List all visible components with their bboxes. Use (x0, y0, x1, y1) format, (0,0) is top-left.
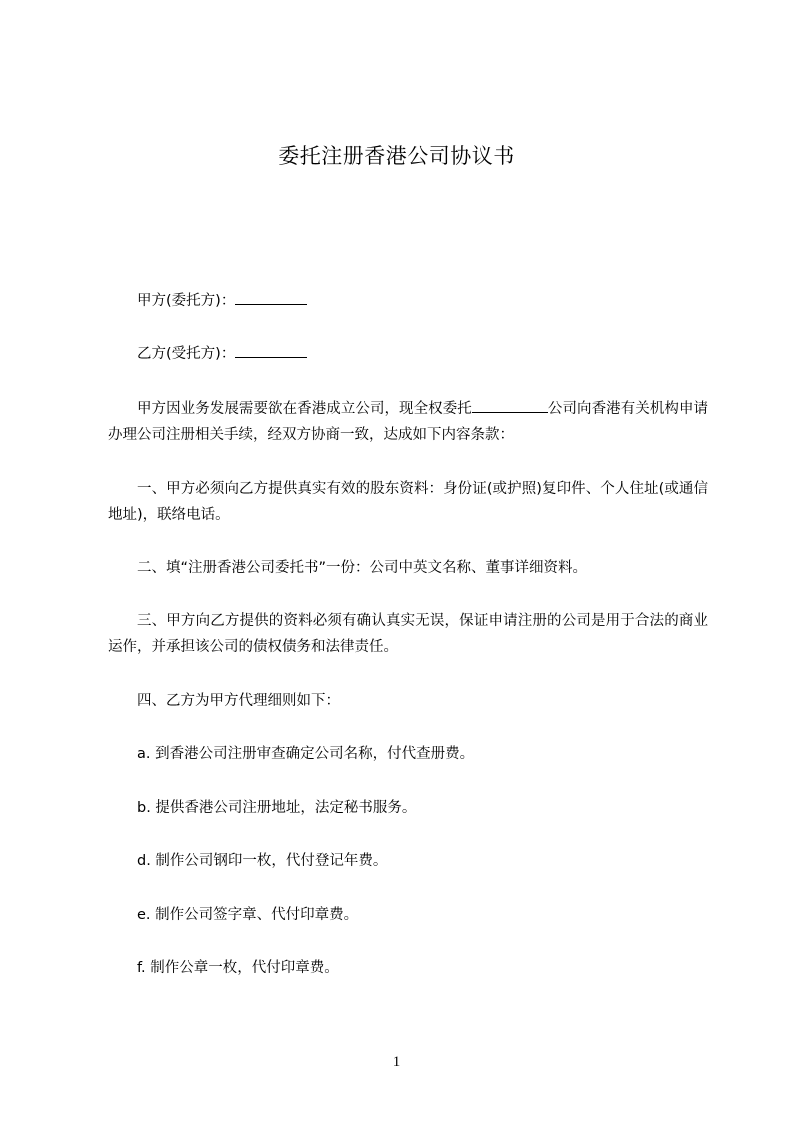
party-a-blank (235, 290, 307, 305)
intro-text-part1: 甲方因业务发展需要欲在香港成立公司，现全权委托 (137, 401, 472, 417)
intro-paragraph (108, 396, 708, 448)
party-b-blank (235, 343, 307, 358)
clause-4: 四、乙方为甲方代理细则如下： (137, 693, 340, 709)
party-a-label: 甲方(委托方)： (137, 293, 236, 309)
document-title: 委托注册香港公司协议书 (278, 144, 515, 168)
clause-2: 二、填“注册香港公司委托书”一份：公司中英文名称、董事详细资料。 (137, 560, 588, 576)
intro-text-part2: 公司向香港有关机构申请办理公司注册相关手续，经双方协商一致，达成如下内容条款： (108, 401, 709, 443)
party-a-line (108, 288, 737, 314)
item-f: f. 制作公章一枚，代付印章费。 (137, 960, 339, 976)
page-number: 1 (392, 1054, 401, 1070)
party-b-line (108, 341, 737, 367)
item-a: a. 到香港公司注册审查确定公司名称，付代查册费。 (137, 746, 475, 762)
clause-1: 一、甲方必须向乙方提供真实有效的股东资料：身份证(或护照)复印件、个人住址(或通信地址)，联络电话。 (108, 481, 708, 523)
agent-company-blank (472, 398, 548, 413)
item-b: b. 提供香港公司注册地址，法定秘书服务。 (137, 800, 417, 816)
item-d: d. 制作公司钢印一枚，代付登记年费。 (137, 853, 388, 869)
party-b-label: 乙方(受托方)： (137, 346, 236, 362)
clause-3: 三、甲方向乙方提供的资料必须有确认真实无误，保证申请注册的公司是用于合法的商业运作，并承担该公司的债权债务和法律责任。 (108, 613, 708, 655)
item-e: e. 制作公司签字章、代付印章费。 (137, 907, 359, 923)
